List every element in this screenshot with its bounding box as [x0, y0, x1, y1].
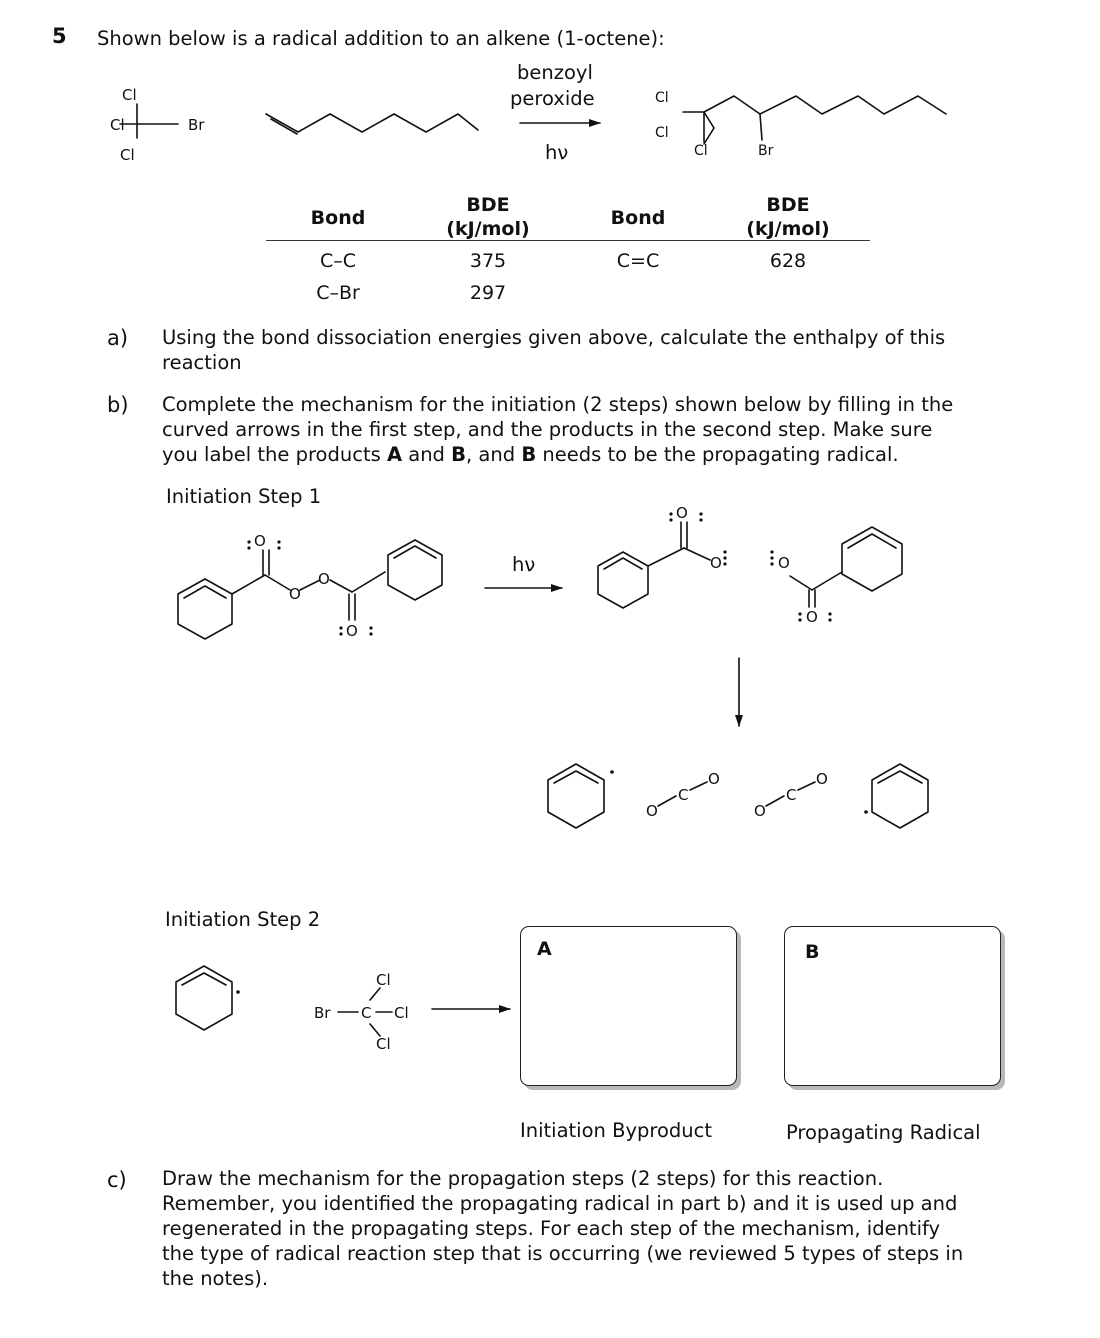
atom-label: Cl — [120, 146, 135, 164]
atom-label: O — [646, 802, 658, 820]
atom-label: O — [318, 570, 330, 588]
reagent-benzoyl: benzoyl — [517, 61, 593, 84]
part-b-product-b: B — [521, 443, 537, 466]
atom-label: C — [361, 1004, 372, 1022]
bde-cell-value: 628 — [769, 250, 807, 272]
atom-label: Cl — [655, 90, 669, 106]
atom-label: C — [678, 786, 689, 804]
part-c-label: c) — [107, 1168, 127, 1192]
initiation-step1-title: Initiation Step 1 — [166, 485, 322, 508]
bde-cell-bond: C–C — [319, 250, 357, 272]
part-a-label: a) — [107, 326, 129, 350]
carbon-dioxide-molecule — [754, 770, 828, 820]
atom-label: O — [806, 608, 818, 626]
atom-label: O — [708, 770, 720, 788]
atom-label: Cl — [394, 1004, 409, 1022]
bde-cell-value: 375 — [469, 250, 507, 272]
question-number: 5 — [52, 24, 67, 48]
atom-label: Cl — [655, 125, 669, 141]
phenyl-radical-molecule — [176, 966, 232, 1030]
part-c-line: Draw the mechanism for the propagation steps (2 steps) for this reaction. — [162, 1167, 884, 1190]
addition-product-molecule — [655, 90, 946, 159]
bde-header-bde-left-2: (kJ/mol) — [446, 218, 530, 240]
atom-label: Cl — [694, 143, 708, 159]
step1-hv: hν — [512, 553, 536, 576]
atom-label: Br — [758, 143, 774, 159]
1-octene-molecule — [266, 114, 478, 132]
part-b-text-seg: and — [402, 443, 452, 466]
initiation-step2-title: Initiation Step 2 — [165, 908, 321, 931]
bromotrichloromethane-molecule — [314, 971, 409, 1053]
bde-header-bde-left-1: BDE — [466, 194, 510, 216]
atom-label: O — [710, 554, 722, 572]
electron-dots — [236, 512, 868, 993]
benzoyloxy-radical-molecule — [598, 504, 722, 608]
atom-label: Br — [188, 116, 205, 134]
reaction-condition: hν — [545, 141, 569, 164]
bde-header-bde-right-1: BDE — [766, 194, 810, 216]
part-b-text-seg: , and — [466, 443, 522, 466]
part-c-line: Remember, you identified the propagating radical in part b) and it is used up and — [162, 1192, 958, 1215]
atom-label: Br — [314, 1004, 331, 1022]
caption-initiation-byproduct: Initiation Byproduct — [520, 1119, 713, 1142]
atom-label: Cl — [122, 86, 137, 104]
part-c-line: the type of radical reaction step that is occurring (we reviewed 5 types of steps in — [162, 1242, 964, 1265]
atom-label: O — [778, 554, 790, 572]
answer-box-b-label: B — [805, 941, 820, 963]
benzoyloxy-radical-molecule — [778, 527, 902, 626]
benzoyl-peroxide-molecule — [178, 532, 442, 640]
part-c-line: regenerated in the propagating steps. For each step of the mechanism, identify — [162, 1217, 941, 1240]
part-c-line: the notes). — [162, 1267, 269, 1290]
bde-header-bde-right-2: (kJ/mol) — [746, 218, 830, 240]
atom-label: C — [786, 786, 797, 804]
part-a-text-line2: reaction — [162, 351, 242, 374]
answer-box-a-label: A — [537, 938, 552, 960]
atom-label: O — [754, 802, 766, 820]
atom-label: O — [289, 585, 301, 603]
bde-cell-bond: C–Br — [316, 282, 360, 304]
part-b-text-seg: needs to be the propagating radical. — [536, 443, 899, 466]
phenyl-radical-molecule — [872, 764, 928, 828]
part-b-label: b) — [107, 393, 129, 417]
atom-label: Cl — [376, 1035, 391, 1053]
bde-header-bond-right: Bond — [610, 207, 666, 229]
bde-cell-bond: C=C — [616, 250, 660, 272]
reagent-peroxide: peroxide — [510, 87, 595, 110]
part-b-text-line1: Complete the mechanism for the initiation (2 steps) shown below by filling in the — [162, 393, 954, 416]
bromotrichloromethane-molecule — [110, 86, 205, 164]
atom-label: Cl — [376, 971, 391, 989]
atom-label: Cl — [110, 116, 125, 134]
atom-label: O — [816, 770, 828, 788]
atom-label: O — [346, 622, 358, 640]
bde-header-bond-left: Bond — [310, 207, 366, 229]
carbon-dioxide-molecule — [646, 770, 720, 820]
part-b-text-line2: curved arrows in the first step, and the products in the second step. Make sure — [162, 418, 933, 441]
part-b-text-seg: you label the products — [162, 443, 387, 466]
part-b-product-a: A — [386, 443, 403, 466]
atom-label: O — [676, 504, 688, 522]
part-a-text-line1: Using the bond dissociation energies given above, calculate the enthalpy of this — [162, 326, 946, 349]
atom-label: O — [254, 532, 266, 550]
part-b-product-b: B — [451, 443, 467, 466]
caption-propagating-radical: Propagating Radical — [786, 1121, 981, 1144]
question-intro: Shown below is a radical addition to an alkene (1-octene): — [97, 27, 665, 50]
phenyl-radical-molecule — [548, 764, 604, 828]
bde-cell-value: 297 — [469, 282, 507, 304]
